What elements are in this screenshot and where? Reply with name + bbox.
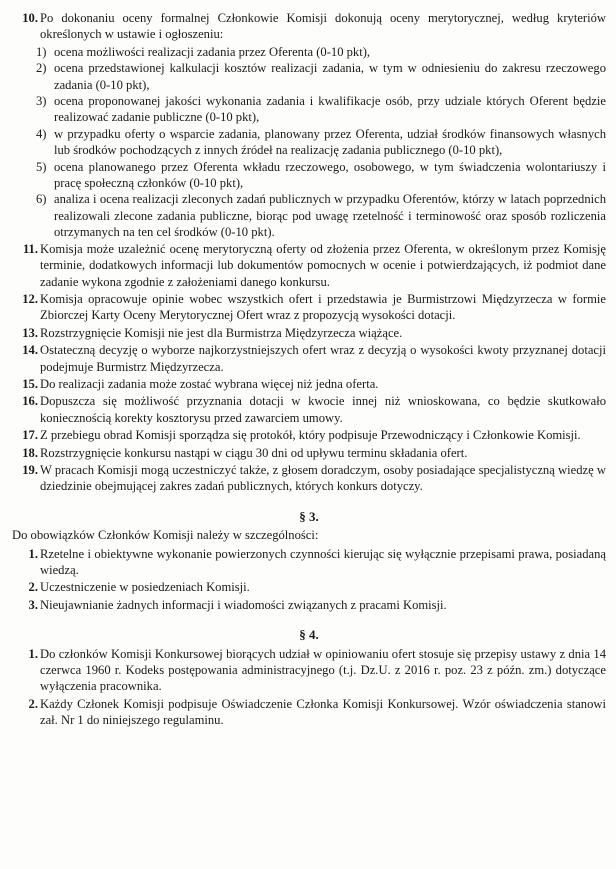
list-item (12, 342, 606, 375)
list-item (12, 241, 606, 290)
list-item (12, 10, 606, 43)
section-3-intro: Do obowiązków Członków Komisji należy w szczególności: (12, 528, 319, 543)
list-item (12, 376, 606, 392)
item-text: Rozstrzygnięcie Komisji nie jest dla Burmistrza Międzyrzecza wiążące. (40, 325, 403, 340)
criteria-number: 1 ) (36, 44, 47, 60)
criteria-number: 5 ) (36, 159, 47, 175)
criteria-item (12, 159, 606, 192)
item-number: 11 . (12, 241, 38, 257)
item-text: Każdy Członek Komisji podpisuje Oświadczenie Członka Komisji Konkursowej. Wzór oświadczenia stanowi zał. Nr 1 do niniejszego regulaminu. (40, 696, 606, 728)
item-text: Komisja opracowuje opinie wobec wszystkich ofert i przedstawia je Burmistrzowi Międzyrzecza w formie Zbiorczej Karty Oceny Merytorycznej Ofert wraz z propozycją wysokości dotacji. (40, 291, 606, 323)
item-text: Po dokonaniu oceny formalnej Członkowie Komisji dokonują oceny merytorycznej, według kryteriów określonych w ustawie i ogłoszeniu: (40, 11, 606, 42)
criteria-text: ocena możliwości realizacji zadania przez Oferenta (0-10 pkt), (54, 44, 371, 59)
criteria-text: ocena planowanego przez Oferenta wkładu rzeczowego, osobowego, w tym świadczenia wolontariuszy i pracę społeczną członków (0-10 pkt), (54, 159, 606, 191)
list-item (12, 579, 606, 595)
item-number: 14 . (12, 342, 38, 358)
section-3-heading: § 3. (299, 508, 319, 524)
list-item (12, 427, 606, 443)
item-text: Rzetelne i obiektywne wykonanie powierzonych czynności kierując się wyłącznie przepisami prawa, posiadaną wiedzą. (40, 546, 606, 577)
item-number: 12 . (12, 291, 38, 307)
criteria-list (12, 44, 606, 241)
criteria-text: ocena przedstawionej kalkulacji kosztów realizacji zadania, w tym w odniesieniu do zakresu rzeczowego zadania (0-10 pkt), (54, 61, 606, 92)
criteria-text: ocena proponowanej jakości wykonania zadania i kwalifikacje osób, przy udziale których Oferent będzie realizować zadanie publiczne (0-10 pkt), (54, 94, 606, 125)
list-item (12, 546, 606, 579)
item-number: 10 . (12, 10, 38, 26)
item-number: 2 . (12, 696, 38, 712)
criteria-text: analiza i ocena realizacji zleconych zadań publicznych w przypadku Oferentów, którzy w latach poprzednich realizowali zlecone zadania publiczne, biorąc pod uwagę rzetelność i terminowość oraz sposób rozliczenia otrzymanych na ten cel środków (0-10 pkt). (54, 192, 606, 240)
list-item (12, 696, 606, 729)
list-item (12, 597, 606, 613)
list-item (12, 445, 606, 461)
item-number: 3 . (12, 597, 38, 613)
criteria-number: 6 ) (36, 191, 47, 207)
item-number: 1 . (12, 546, 38, 562)
item-text: Ostateczną decyzję o wyborze najkorzystniejszych ofert wraz z decyzją o wysokości kwoty przyznanej dotacji podejmuje Burmistrz Międzyrzecza. (40, 343, 606, 374)
item-text: Uczestniczenie w posiedzeniach Komisji. (40, 580, 250, 595)
item-number: 18 . (12, 445, 38, 461)
item-text: Dopuszcza się możliwość przyznania dotacji w kwocie innej niż wnioskowana, co będzie skutkowało koniecznością korekty kosztorysu przed zawarciem umowy. (40, 394, 606, 425)
criteria-item (12, 44, 606, 60)
item-number: 19 . (12, 462, 38, 478)
item-number: 13 . (12, 325, 38, 341)
criteria-item (12, 191, 606, 240)
section-4-heading: § 4. (299, 627, 319, 643)
item-text: Z przebiegu obrad Komisji sporządza się protokół, który podpisuje Przewodniczący i Członkowie Komisji. (40, 428, 581, 443)
section-3-list (12, 546, 606, 614)
item-number: 17 . (12, 427, 38, 443)
item-number: 1 . (12, 646, 38, 662)
item-text: Do członków Komisji Konkursowej biorących udział w opiniowaniu ofert stosuje się przepisy ustawy z dnia 14 czerwca 1960 r. Kodeks postępowania administracyjnego (t.j. Dz.U. z 2016 r. poz. 23 z późn. zm.) dotyczące wyłączenia pracownika. (40, 646, 606, 694)
numbered-list (12, 241, 606, 495)
item-text: Do realizacji zadania może zostać wybrana więcej niż jedna oferta. (40, 376, 379, 391)
criteria-item (12, 93, 606, 126)
item-text: Rozstrzygnięcie konkursu nastąpi w ciągu 30 dni od upływu terminu składania ofert. (40, 445, 468, 460)
section-4-list (12, 646, 606, 729)
list-item (12, 462, 606, 495)
criteria-text: w przypadku oferty o wsparcie zadania, planowany przez Oferenta, udział środków finansowych własnych lub środków pochodzących z innych źródeł na realizację zadania publicznego (0-10 pkt), (54, 126, 606, 158)
item-number: 15 . (12, 376, 38, 392)
item-text: Komisja może uzależnić ocenę merytoryczną oferty od złożenia przez Oferenta, w określonym przez Komisję terminie, dodatkowych informacji lub dokumentów pomocnych w ocenie i potwierdzających, iż podmiot dane zadanie wykona zgodnie z założeniami danego konkursu. (40, 241, 606, 289)
list-item (12, 393, 606, 426)
criteria-number: 3 ) (36, 93, 47, 109)
criteria-number: 4 ) (36, 126, 47, 142)
criteria-item (12, 60, 606, 93)
criteria-number: 2 ) (36, 60, 47, 76)
item-number: 16 . (12, 393, 38, 409)
list-item (12, 325, 606, 341)
item-number: 2 . (12, 579, 38, 595)
list-item (12, 646, 606, 695)
item-text: Nieujawnianie żadnych informacji i wiadomości związanych z pracami Komisji. (40, 597, 447, 612)
criteria-item (12, 126, 606, 159)
item-text: W pracach Komisji mogą uczestniczyć także, z głosem doradczym, osoby posiadające specjalistyczną wiedzę w dziedzinie obejmującej zakres zadań publicznych, których konkurs dotyczy. (40, 462, 606, 494)
list-item (12, 291, 606, 324)
document-body (12, 10, 606, 730)
